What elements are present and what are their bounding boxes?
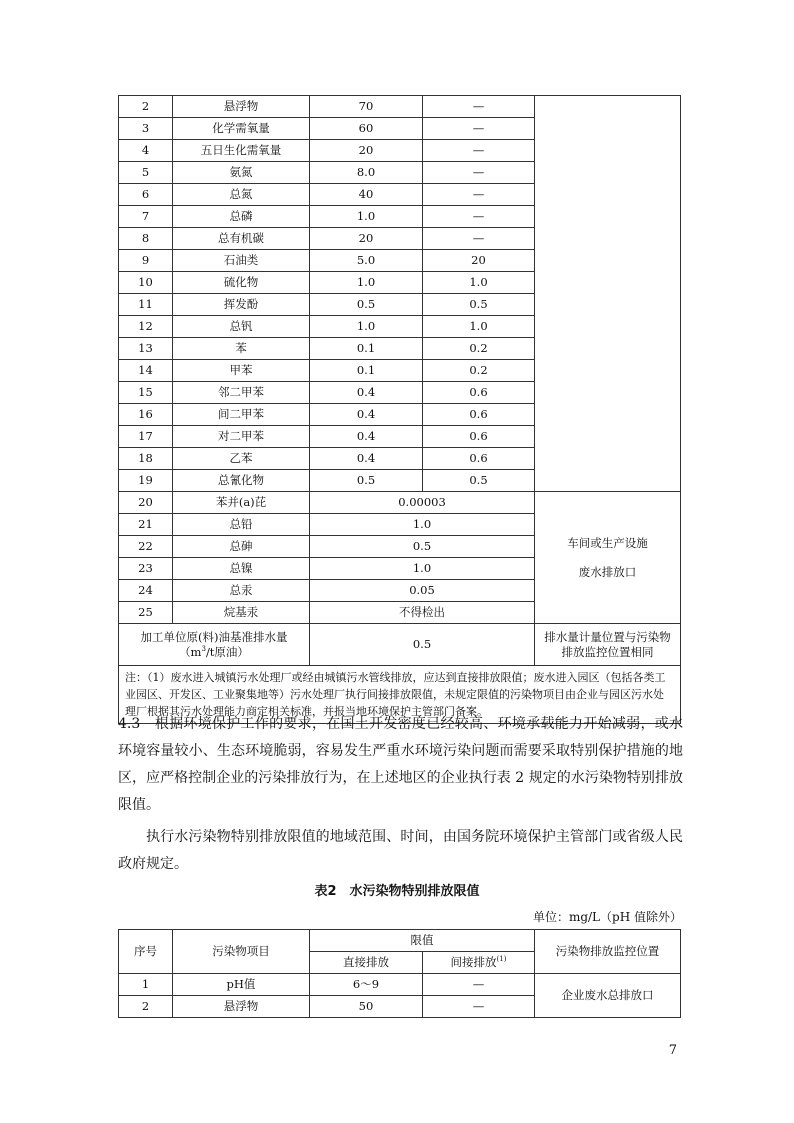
pollutant-name: 总氮 bbox=[173, 184, 310, 206]
clause-number: 4.3 bbox=[118, 716, 141, 732]
table-row bbox=[119, 624, 681, 666]
row-number: 1 bbox=[119, 974, 173, 996]
indirect-limit: 1.0 bbox=[423, 272, 535, 294]
indirect-limit: — bbox=[423, 140, 535, 162]
direct-limit: 0.5 bbox=[310, 294, 423, 316]
pollutant-name: pH值 bbox=[173, 974, 310, 996]
table-note: 注：（1）废水进入城镇污水处理厂或经由城镇污水管线排放，应达到直接排放限值；废水进入园区（包括各类工业园区、开发区、工业聚集地等）污水处理厂执行间接排放限值，未规定限值的污染物项目由企业与园区污水处理厂根据其污水处理能力商定相关标准，并报当地环境保护主管部门备案。 bbox=[119, 666, 681, 724]
indirect-limit: 0.6 bbox=[423, 382, 535, 404]
row-number: 24 bbox=[119, 580, 173, 602]
indirect-limit: 0.6 bbox=[423, 426, 535, 448]
direct-limit: 1.0 bbox=[310, 206, 423, 228]
pollutant-name: 烷基汞 bbox=[173, 602, 310, 624]
direct-limit: 1.0 bbox=[310, 316, 423, 338]
pollutant-name: 总铅 bbox=[173, 514, 310, 536]
row-number: 14 bbox=[119, 360, 173, 382]
footnote-marker: (1) bbox=[496, 955, 507, 964]
indirect-limit: 0.5 bbox=[423, 470, 535, 492]
pollutant-name: 总有机碳 bbox=[173, 228, 310, 250]
indirect-limit: 20 bbox=[423, 250, 535, 272]
table-row bbox=[119, 974, 681, 996]
direct-limit: 0.4 bbox=[310, 382, 423, 404]
direct-limit: 0.4 bbox=[310, 448, 423, 470]
direct-limit: 1.0 bbox=[310, 272, 423, 294]
pollutant-name: 间二甲苯 bbox=[173, 404, 310, 426]
clause-text: 根据环境保护工作的要求，在国土开发密度已经较高、环境承载能力开始减弱，或水环境容量较小、生态环境脆弱，容易发生严重水环境污染问题而需要采取特别保护措施的地区，应严格控制企业的污染排放行为，在上述地区的企业执行表 2 规定的水污染物特别排放限值。 bbox=[118, 716, 684, 813]
direct-limit: 0.4 bbox=[310, 404, 423, 426]
pollutant-name: 五日生化需氧量 bbox=[173, 140, 310, 162]
row-number: 23 bbox=[119, 558, 173, 580]
pollutant-name: 悬浮物 bbox=[173, 96, 310, 118]
pollutant-name: 苯 bbox=[173, 338, 310, 360]
direct-limit: 5.0 bbox=[310, 250, 423, 272]
direct-limit: 0.4 bbox=[310, 426, 423, 448]
direct-limit: 60 bbox=[310, 118, 423, 140]
pollutant-name: 挥发酚 bbox=[173, 294, 310, 316]
row-number: 21 bbox=[119, 514, 173, 536]
paragraph-special-limits: 执行水污染物特别排放限值的地域范围、时间，由国务院环境保护主管部门或省级人民政府规定。 bbox=[118, 829, 683, 872]
direct-limit: 0.5 bbox=[310, 470, 423, 492]
combined-limit: 不得检出 bbox=[310, 602, 535, 624]
indirect-limit: 0.2 bbox=[423, 360, 535, 382]
pollutant-name: 对二甲苯 bbox=[173, 426, 310, 448]
row-number: 4 bbox=[119, 140, 173, 162]
location-line-1: 车间或生产设施 bbox=[567, 535, 648, 550]
base-location-line-1: 排水量计量位置与污染物 bbox=[544, 630, 671, 645]
direct-limit: 40 bbox=[310, 184, 423, 206]
indirect-limit: — bbox=[423, 974, 535, 996]
indirect-limit: 0.6 bbox=[423, 404, 535, 426]
clause-4-3 bbox=[118, 711, 683, 819]
row-number: 22 bbox=[119, 536, 173, 558]
indirect-limit: — bbox=[423, 184, 535, 206]
indirect-limit: — bbox=[423, 996, 535, 1018]
emission-limits-table-continued bbox=[118, 95, 681, 724]
total-outlet-location: 企业废水总排放口 bbox=[535, 974, 681, 1018]
row-number: 13 bbox=[119, 338, 173, 360]
row-number: 11 bbox=[119, 294, 173, 316]
row-number: 2 bbox=[119, 996, 173, 1018]
direct-limit: 6～9 bbox=[310, 974, 423, 996]
header-limit: 限值 bbox=[310, 930, 535, 952]
pollutant-name: 硫化物 bbox=[173, 272, 310, 294]
pollutant-name: 石油类 bbox=[173, 250, 310, 272]
pollutant-name: 总磷 bbox=[173, 206, 310, 228]
combined-limit: 1.0 bbox=[310, 558, 535, 580]
row-number: 12 bbox=[119, 316, 173, 338]
pollutant-name: 甲苯 bbox=[173, 360, 310, 382]
table2-unit: 单位：mg/L（pH 值除外） bbox=[532, 910, 682, 924]
row-number: 3 bbox=[119, 118, 173, 140]
base-location-line-2: 排放监控位置相同 bbox=[561, 644, 654, 659]
indirect-limit: 0.2 bbox=[423, 338, 535, 360]
indirect-limit: — bbox=[423, 228, 535, 250]
pollutant-name: 邻二甲苯 bbox=[173, 382, 310, 404]
row-number: 8 bbox=[119, 228, 173, 250]
row-number: 19 bbox=[119, 470, 173, 492]
combined-limit: 0.05 bbox=[310, 580, 535, 602]
cubic-superscript: 3 bbox=[201, 644, 206, 653]
pollutant-name: 化学需氧量 bbox=[173, 118, 310, 140]
direct-limit: 0.1 bbox=[310, 338, 423, 360]
direct-limit: 8.0 bbox=[310, 162, 423, 184]
special-emission-limits-table bbox=[118, 929, 681, 1018]
table-row bbox=[119, 96, 681, 118]
header-row bbox=[119, 930, 681, 952]
indirect-limit: — bbox=[423, 96, 535, 118]
pollutant-name: 总镍 bbox=[173, 558, 310, 580]
direct-limit: 20 bbox=[310, 140, 423, 162]
indirect-limit: — bbox=[423, 162, 535, 184]
combined-limit: 0.5 bbox=[310, 536, 535, 558]
row-number: 20 bbox=[119, 492, 173, 514]
table-row bbox=[119, 492, 681, 514]
header-indirect-label: 间接排放 bbox=[450, 955, 497, 970]
header-location: 污染物排放监控位置 bbox=[535, 930, 681, 974]
location-line-2: 废水排放口 bbox=[578, 564, 637, 579]
row-number: 16 bbox=[119, 404, 173, 426]
direct-limit: 0.1 bbox=[310, 360, 423, 382]
row-number: 25 bbox=[119, 602, 173, 624]
base-drainage-location bbox=[535, 624, 681, 666]
pollutant-name: 苯并(a)芘 bbox=[173, 492, 310, 514]
pollutant-name: 总氰化物 bbox=[173, 470, 310, 492]
row-number: 18 bbox=[119, 448, 173, 470]
direct-limit: 70 bbox=[310, 96, 423, 118]
row-number: 10 bbox=[119, 272, 173, 294]
row-number: 5 bbox=[119, 162, 173, 184]
header-indirect bbox=[423, 952, 535, 974]
pollutant-name: 氨氮 bbox=[173, 162, 310, 184]
indirect-limit: — bbox=[423, 118, 535, 140]
pollutant-name: 总钒 bbox=[173, 316, 310, 338]
page-number: 7 bbox=[668, 1043, 677, 1058]
row-number: 6 bbox=[119, 184, 173, 206]
pollutant-name: 总汞 bbox=[173, 580, 310, 602]
indirect-limit: — bbox=[423, 206, 535, 228]
header-item: 污染物项目 bbox=[173, 930, 310, 974]
indirect-limit: 1.0 bbox=[423, 316, 535, 338]
row-number: 15 bbox=[119, 382, 173, 404]
combined-limit: 1.0 bbox=[310, 514, 535, 536]
row-number: 2 bbox=[119, 96, 173, 118]
base-drainage-value: 0.5 bbox=[310, 624, 535, 666]
monitoring-location-cell bbox=[535, 96, 681, 492]
base-drainage-label bbox=[119, 624, 310, 666]
pollutant-name: 乙苯 bbox=[173, 448, 310, 470]
base-drainage-line-1: 加工单位原(料)油基准排水量 bbox=[140, 630, 288, 645]
header-no: 序号 bbox=[119, 930, 173, 974]
indirect-limit: 0.5 bbox=[423, 294, 535, 316]
table2-title: 表2 水污染物特别排放限值 bbox=[314, 884, 480, 899]
indirect-limit: 0.6 bbox=[423, 448, 535, 470]
direct-limit: 20 bbox=[310, 228, 423, 250]
header-direct: 直接排放 bbox=[310, 952, 423, 974]
row-number: 17 bbox=[119, 426, 173, 448]
direct-limit: 50 bbox=[310, 996, 423, 1018]
row-number: 7 bbox=[119, 206, 173, 228]
combined-limit: 0.00003 bbox=[310, 492, 535, 514]
row-number: 9 bbox=[119, 250, 173, 272]
workshop-outlet-location bbox=[535, 492, 681, 624]
pollutant-name: 悬浮物 bbox=[173, 996, 310, 1018]
base-unit-pre: （m bbox=[179, 644, 202, 659]
base-unit-post: /t原油） bbox=[205, 644, 249, 659]
pollutant-name: 总砷 bbox=[173, 536, 310, 558]
